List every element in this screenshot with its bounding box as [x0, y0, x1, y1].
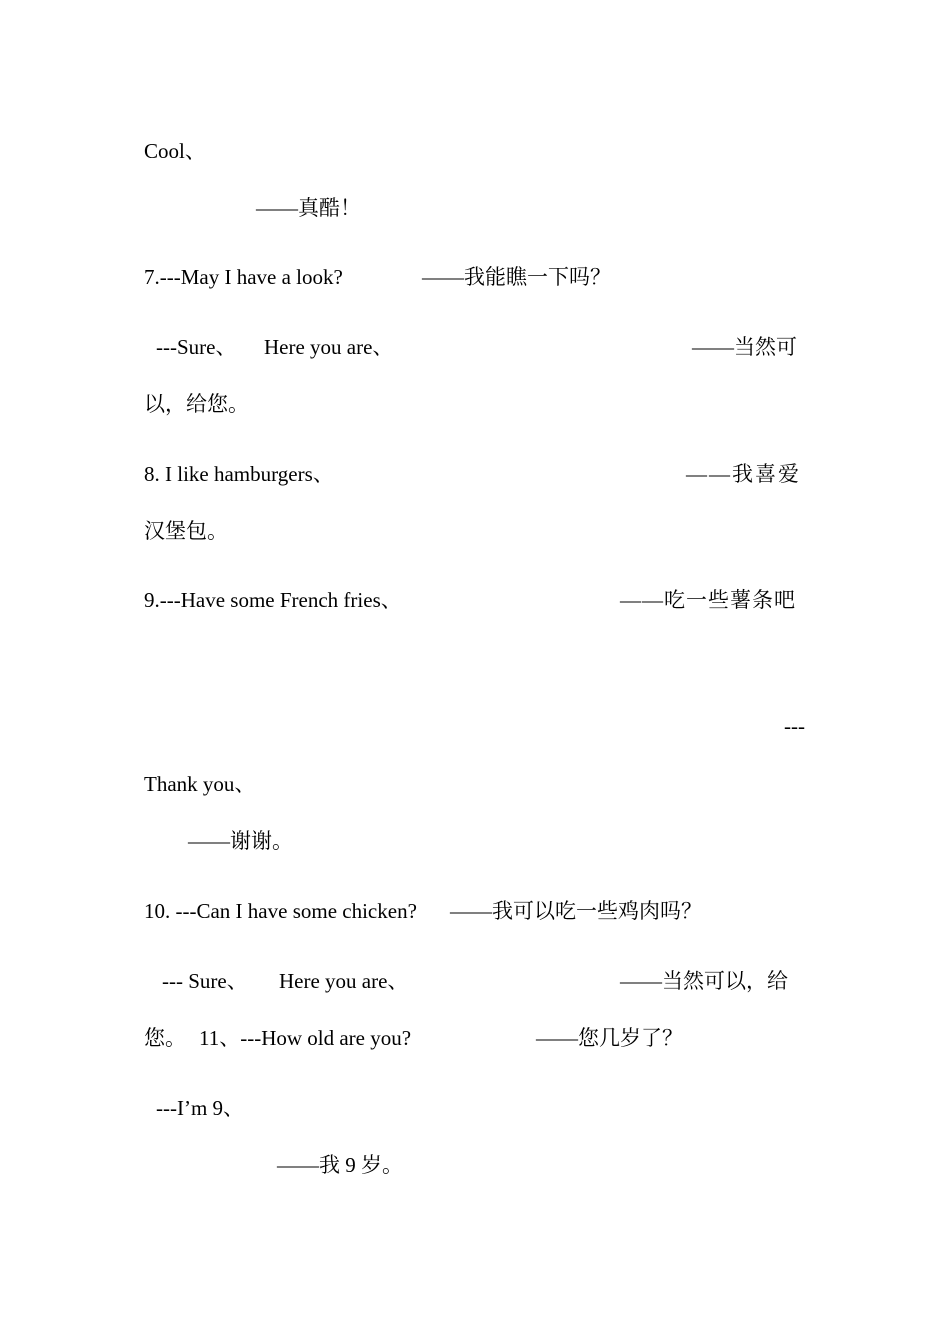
text-line: 汉堡包。 [144, 519, 228, 543]
text-line: Thank you、 [144, 772, 256, 796]
text-line: ——您几岁了？ [536, 1026, 683, 1050]
text-line: --- [784, 714, 805, 738]
text-line: ---I’m 9、 [156, 1096, 245, 1120]
text-line: Here you are、 [279, 969, 409, 993]
text-line: 10. ---Can I have some chicken? [144, 899, 417, 923]
text-line: 以，给您。 [144, 392, 249, 416]
text-line: Here you are、 [264, 335, 394, 359]
text-line: ——谢谢。 [188, 829, 293, 853]
text-line: ——我能瞧一下吗？ [422, 265, 611, 289]
text-line: ——我喜爱 [686, 462, 801, 486]
text-line: ——当然可 [692, 335, 797, 359]
text-line: ——真酷！ [256, 196, 361, 220]
text-line: 9.---Have some French fries、 [144, 588, 402, 612]
text-line: 11、---How old are you? [199, 1026, 412, 1050]
text-line: --- Sure、 [162, 969, 248, 993]
text-line: ——我可以吃一些鸡肉吗？ [450, 899, 702, 923]
text-line: 您。 [144, 1026, 186, 1050]
text-line: 7.---May I have a look? [144, 265, 343, 289]
text-line: 8. I like hamburgers、 [144, 462, 334, 486]
text-line: ——我 9 岁。 [277, 1153, 403, 1177]
text-line: ——吃一些薯条吧 [620, 588, 796, 612]
text-line: ---Sure、 [156, 335, 237, 359]
text-line: ——当然可以，给 [620, 969, 788, 993]
text-line: Cool、 [144, 139, 206, 163]
